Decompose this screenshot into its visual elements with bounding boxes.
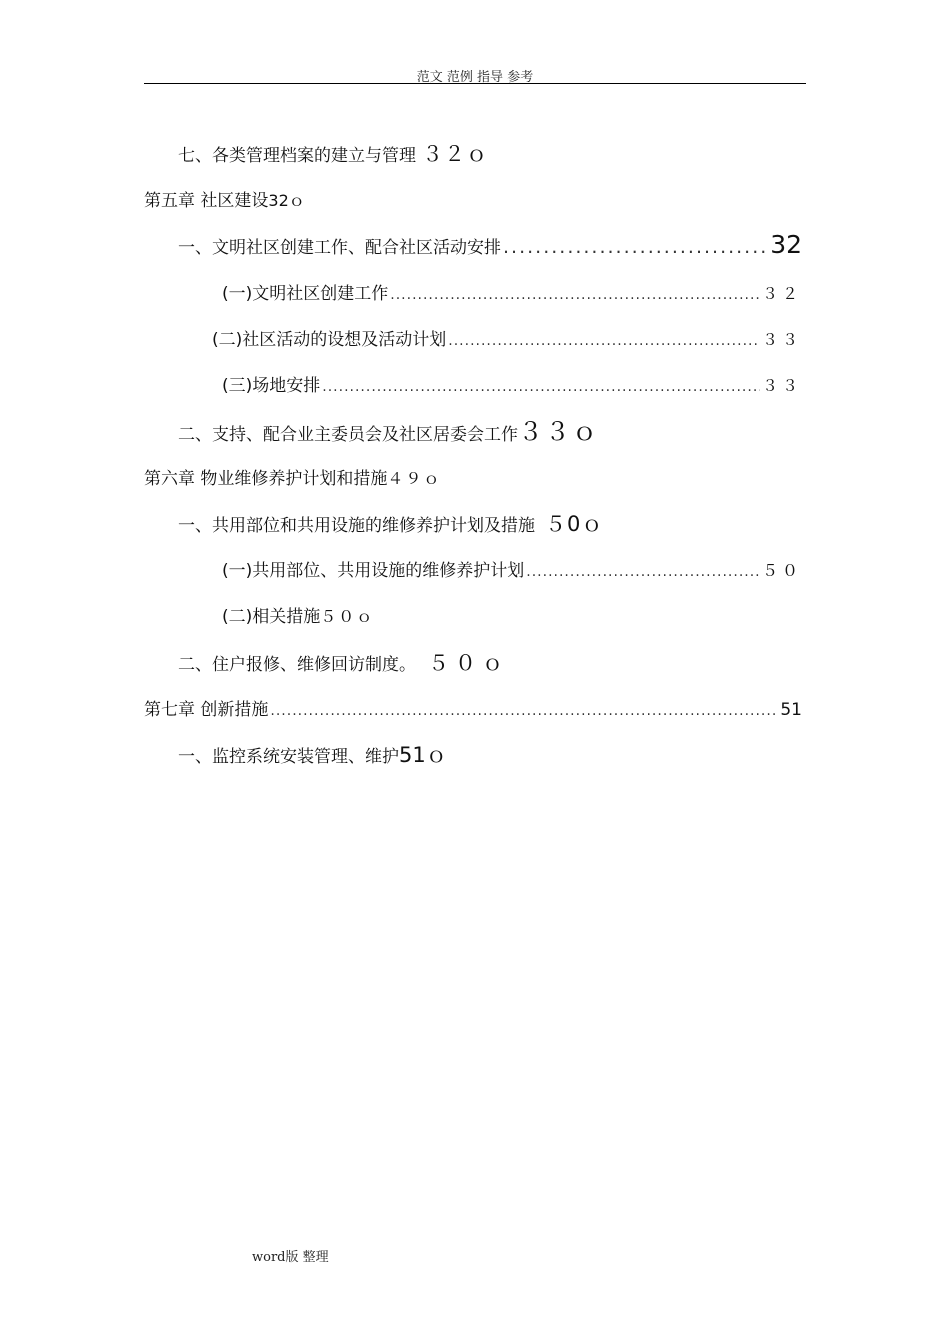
toc-entry-title: 二、支持、配合业主委员会及社区居委会工作 bbox=[178, 425, 518, 445]
toc-entry[interactable] bbox=[178, 509, 603, 539]
toc-leader-dots bbox=[503, 232, 768, 262]
toc-entry-page: ５０ｏ bbox=[428, 651, 509, 675]
toc-entry-page: ４９ｏ bbox=[387, 469, 442, 488]
toc-entry-page: ３２ｏ bbox=[422, 142, 488, 166]
toc-entry[interactable] bbox=[222, 556, 802, 586]
toc-entry[interactable] bbox=[222, 279, 802, 309]
toc-entry-page: 32ｏ bbox=[268, 191, 305, 210]
page-footer: word版 整理 bbox=[252, 1250, 329, 1265]
toc-entry[interactable] bbox=[178, 417, 599, 447]
toc-entry-title: (二)相关措施 bbox=[222, 607, 321, 627]
toc-entry-page: ５０ｏ bbox=[320, 607, 375, 626]
toc-entry-title: (一)共用部位、共用设施的维修养护计划 bbox=[222, 561, 525, 581]
toc-entry-title: 一、监控系统安装管理、维护 bbox=[178, 747, 399, 767]
toc-entry[interactable] bbox=[178, 648, 509, 678]
toc-entry[interactable] bbox=[212, 325, 802, 355]
toc-entry[interactable] bbox=[144, 464, 441, 494]
toc-entry-title: 一、文明社区创建工作、配合社区活动安排 bbox=[178, 238, 501, 258]
toc-entry[interactable] bbox=[222, 602, 374, 632]
toc-leader-dots bbox=[526, 557, 760, 587]
toc-leader-dots bbox=[322, 372, 760, 402]
toc-entry-title: (三)场地安排 bbox=[222, 376, 321, 396]
toc-entry[interactable] bbox=[178, 740, 447, 770]
toc-entry-title: 第五章 社区建设 bbox=[144, 191, 269, 211]
toc-entry-title: 第七章 创新措施 bbox=[144, 700, 269, 720]
toc-entry-title: 第六章 物业维修养护计划和措施 bbox=[144, 469, 388, 489]
toc-entry-title: 二、住户报修、维修回访制度。 bbox=[178, 655, 416, 675]
toc-entry-page: 51 bbox=[780, 700, 802, 720]
toc-entry-title: 一、共用部位和共用设施的维修养护计划及措施 bbox=[178, 516, 535, 536]
toc-entry-page: ３２ bbox=[761, 284, 802, 303]
toc-leader-dots bbox=[448, 326, 760, 356]
toc-entry-page: ３３ｏ bbox=[518, 417, 600, 446]
toc-entry-page: 32 bbox=[770, 230, 802, 259]
toc-entry-title: 七、各类管理档案的建立与管理 bbox=[178, 146, 416, 166]
header-rule bbox=[144, 83, 806, 84]
toc-entry-title: (二)社区活动的设想及活动计划 bbox=[212, 330, 447, 350]
toc-entry-page: 51ｏ bbox=[399, 743, 447, 767]
toc-entry[interactable] bbox=[178, 139, 488, 169]
toc-entry-title: (一)文明社区创建工作 bbox=[222, 284, 389, 304]
toc-entry-page: ５０ bbox=[761, 561, 802, 580]
toc-entry[interactable] bbox=[178, 230, 802, 260]
toc-entry-page: ５0ｏ bbox=[545, 512, 604, 536]
toc-entry-page: ３３ bbox=[761, 330, 802, 349]
toc-entry[interactable] bbox=[144, 186, 305, 216]
toc-entry-page: ３３ bbox=[761, 376, 802, 395]
toc-leader-dots bbox=[390, 280, 760, 310]
toc-entry[interactable] bbox=[144, 695, 802, 725]
toc-entry[interactable] bbox=[222, 371, 802, 401]
toc-leader-dots bbox=[270, 696, 778, 726]
header-text: 范文 范例 指导 参考 bbox=[416, 70, 534, 85]
